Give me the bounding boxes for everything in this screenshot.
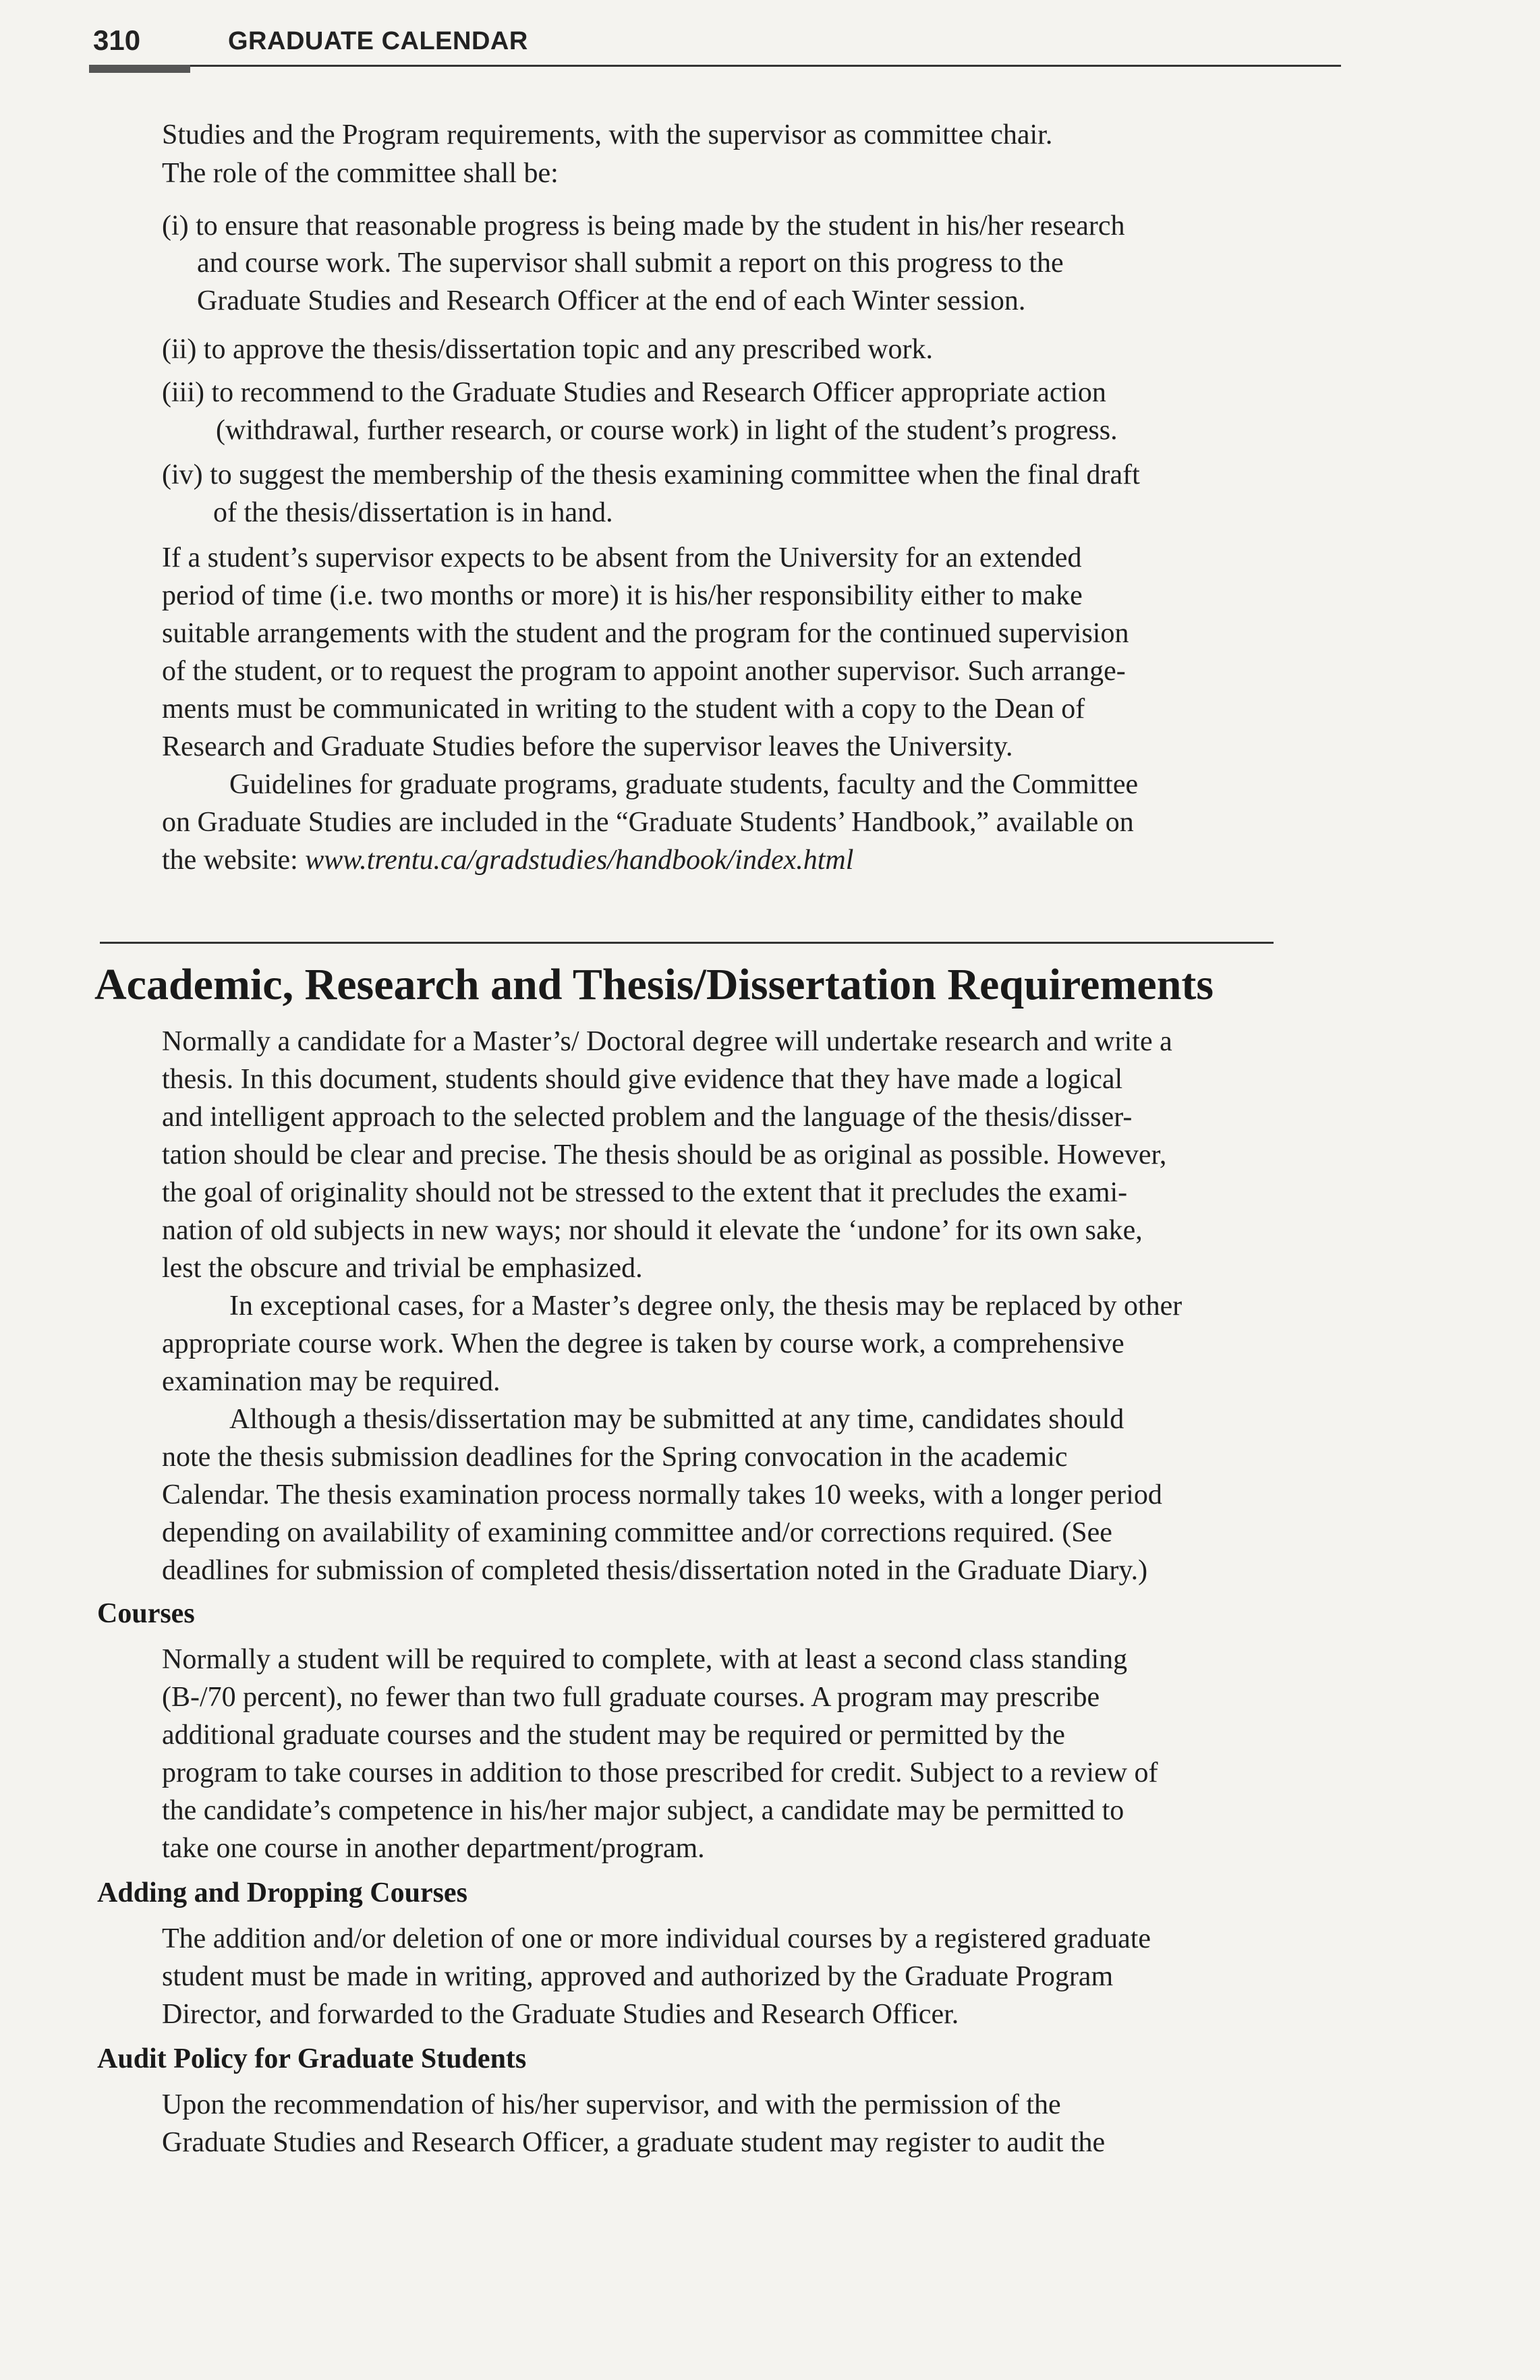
paragraph-line: period of time (i.e. two months or more) it is his/her responsibility either to make — [162, 580, 1083, 611]
paragraph-line: additional graduate courses and the student may be required or permitted by the — [162, 1720, 1065, 1751]
paragraph-line: Calendar. The thesis examination process normally takes 10 weeks, with a longer period — [162, 1479, 1162, 1510]
role-item-iii-cont: (withdrawal, further research, or course work) in light of the student’s progress. — [216, 415, 1118, 446]
paragraph-line: of the student, or to request the program to appoint another supervisor. Such arrange- — [162, 656, 1126, 687]
paragraph-line: nation of old subjects in new ways; nor should it elevate the ‘undone’ for its own sake, — [162, 1215, 1143, 1246]
paragraph-line: the candidate’s competence in his/her major subject, a candidate may be permitted to — [162, 1795, 1124, 1826]
courses-heading: Courses — [97, 1598, 195, 1629]
paragraph-line: and intelligent approach to the selected problem and the language of the thesis/disser- — [162, 1102, 1133, 1133]
paragraph-line: student must be made in writing, approved and authorized by the Graduate Program — [162, 1961, 1114, 1992]
paragraph-line: Research and Graduate Studies before the supervisor leaves the University. — [162, 731, 1013, 762]
paragraph-line: deadlines for submission of completed thesis/dissertation noted in the Graduate Diary.) — [162, 1555, 1148, 1586]
paragraph-line: Normally a candidate for a Master’s/ Doctoral degree will undertake research and write a — [162, 1026, 1172, 1057]
paragraph-line: suitable arrangements with the student and the program for the continued supervision — [162, 618, 1129, 649]
paragraph-line: appropriate course work. When the degree is taken by course work, a comprehensive — [162, 1328, 1124, 1359]
role-item-i-cont: Graduate Studies and Research Officer at the end of each Winter session. — [197, 285, 1026, 316]
running-header — [93, 24, 1348, 65]
role-item-iii: (iii) to recommend to the Graduate Studies and Research Officer appropriate action — [162, 377, 1106, 408]
handbook-link[interactable]: www.trentu.ca/gradstudies/handbook/index.html — [305, 845, 854, 876]
paragraph-line: thesis. In this document, students should give evidence that they have made a logical — [162, 1064, 1123, 1095]
paragraph-line: Director, and forwarded to the Graduate Studies and Research Officer. — [162, 1999, 959, 2030]
role-item-i: (i) to ensure that reasonable progress is being made by the student in his/her research — [162, 210, 1125, 242]
paragraph-line: note the thesis submission deadlines for the Spring convocation in the academic — [162, 1442, 1068, 1473]
paragraph-line: program to take courses in addition to those prescribed for credit. Subject to a review of — [162, 1757, 1158, 1788]
paragraph-line: Although a thesis/dissertation may be submitted at any time, candidates should — [229, 1404, 1124, 1435]
paragraph-line: The addition and/or deletion of one or more individual courses by a registered graduate — [162, 1923, 1151, 1954]
paragraph-line: take one course in another department/program. — [162, 1833, 705, 1864]
role-item-iv: (iv) to suggest the membership of the thesis examining committee when the final draft — [162, 459, 1140, 490]
paragraph-line: (B-/70 percent), no fewer than two full graduate courses. A program may prescribe — [162, 1682, 1100, 1713]
role-item-iv-cont: of the thesis/dissertation is in hand. — [213, 497, 613, 528]
paragraph-line — [162, 841, 853, 879]
section-rule — [100, 942, 1274, 944]
paragraph-line: depending on availability of examining committee and/or corrections required. (See — [162, 1517, 1112, 1548]
paragraph-line: In exceptional cases, for a Master’s degree only, the thesis may be replaced by other — [229, 1291, 1182, 1322]
audit-policy-heading: Audit Policy for Graduate Students — [97, 2043, 527, 2074]
paragraph-line: examination may be required. — [162, 1366, 501, 1397]
section-title: Academic, Research and Thesis/Dissertation Requirements — [94, 960, 1214, 1009]
role-item-i-cont: and course work. The supervisor shall submit a report on this progress to the — [197, 248, 1064, 279]
intro-line: The role of the committee shall be: — [162, 158, 559, 189]
paragraph-line: lest the obscure and trivial be emphasized. — [162, 1253, 643, 1284]
page-number: 310 — [93, 24, 141, 56]
paragraph-line: Graduate Studies and Research Officer, a graduate student may register to audit the — [162, 2127, 1106, 2158]
paragraph-line: Normally a student will be required to complete, with at least a second class standing — [162, 1644, 1128, 1675]
paragraph-line: tation should be clear and precise. The thesis should be as original as possible. However, — [162, 1139, 1167, 1170]
paragraph-line: the goal of originality should not be stressed to the extent that it precludes the exami- — [162, 1177, 1128, 1208]
intro-line: Studies and the Program requirements, with the supervisor as committee chair. — [162, 119, 1053, 150]
role-item-ii: (ii) to approve the thesis/dissertation topic and any prescribed work. — [162, 334, 934, 365]
adding-dropping-heading: Adding and Dropping Courses — [97, 1877, 467, 1908]
header-rule — [93, 65, 1341, 67]
paragraph-line: on Graduate Studies are included in the “Graduate Students’ Handbook,” available on — [162, 807, 1134, 838]
running-title: GRADUATE CALENDAR — [228, 27, 528, 55]
header-accent-bar — [89, 65, 190, 73]
paragraph-line: Guidelines for graduate programs, graduate students, faculty and the Committee — [229, 769, 1139, 800]
paragraph-line: ments must be communicated in writing to the student with a copy to the Dean of — [162, 693, 1085, 725]
website-prefix: the website: — [162, 845, 306, 876]
paragraph-line: Upon the recommendation of his/her supervisor, and with the permission of the — [162, 2089, 1061, 2120]
paragraph-line: If a student’s supervisor expects to be absent from the University for an extended — [162, 542, 1082, 573]
